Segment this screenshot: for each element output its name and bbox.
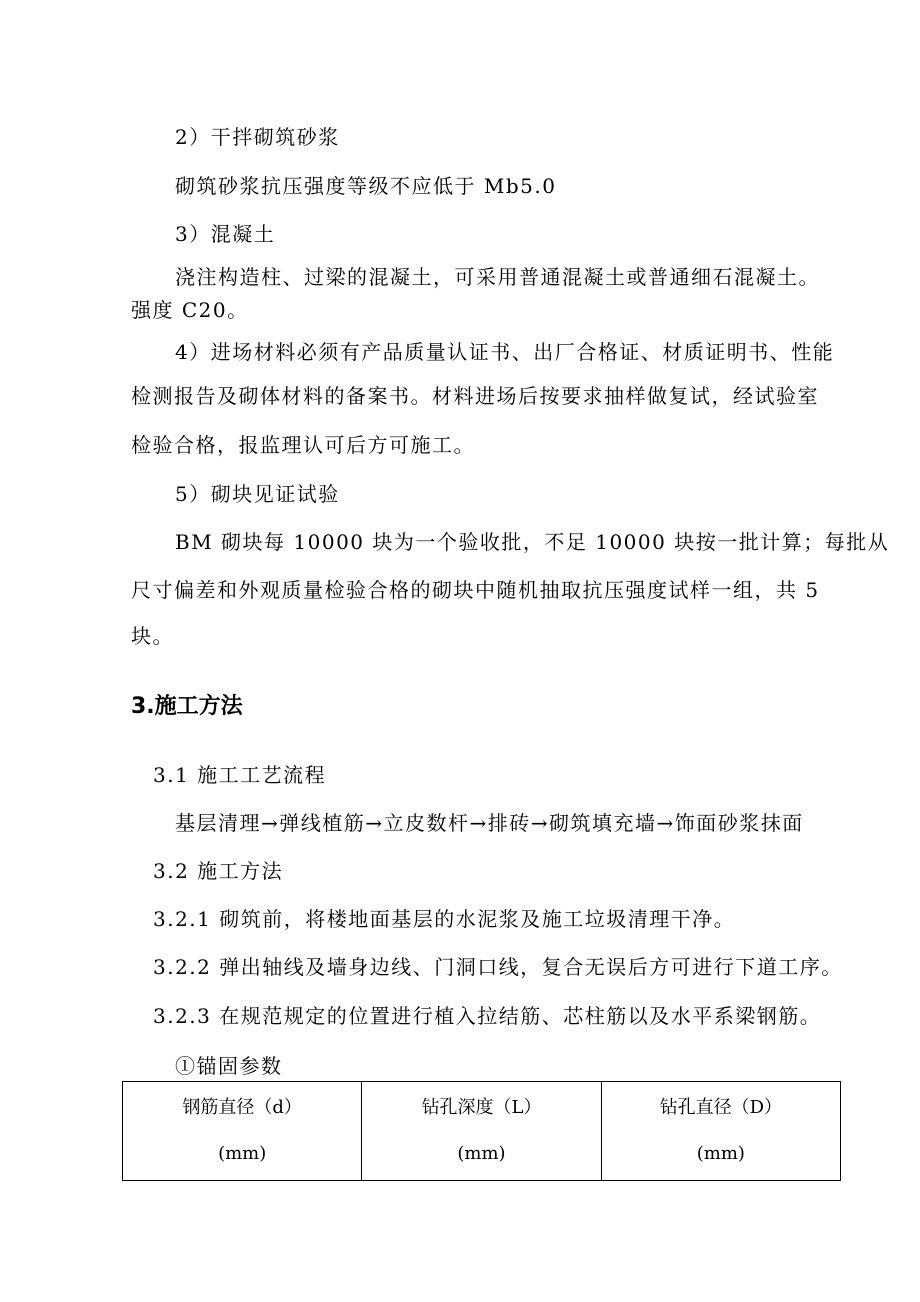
header-name: 钢筋直径（d） xyxy=(182,1097,302,1118)
anchor-params-table xyxy=(122,1081,841,1181)
table-header-cell-drill-depth xyxy=(362,1082,601,1181)
item5-text-line1: BM 砌块每 10000 块为一个验收批，不足 10000 块按一批计算；每批从 xyxy=(175,530,890,554)
s323-text: 3.2.3 在规范规定的位置进行植入拉结筋、芯柱筋以及水平系梁钢筋。 xyxy=(153,1004,822,1028)
item5-title: 5）砌块见证试验 xyxy=(175,482,340,506)
item3-text-line1: 浇注构造柱、过梁的混凝土，可采用普通混凝土或普通细石混凝土。 xyxy=(175,265,820,289)
s31-text: 基层清理→弹线植筋→立皮数杆→排砖→砌筑填充墙→饰面砂浆抹面 xyxy=(175,811,804,835)
s322-text: 3.2.2 弹出轴线及墙身边线、门洞口线，复合无误后方可进行下道工序。 xyxy=(153,955,843,979)
item5-text-line2: 尺寸偏差和外观质量检验合格的砌块中随机抽取抗压强度试样一组，共 5 xyxy=(131,578,820,602)
header-unit: (mm) xyxy=(696,1143,745,1164)
anchor-params-title: ①锚固参数 xyxy=(175,1054,283,1078)
item5-text-line3: 块。 xyxy=(131,624,174,648)
header-name: 钻孔深度（L） xyxy=(421,1097,542,1118)
item4-text-line1: 4）进场材料必须有产品质量认证书、出厂合格证、材质证明书、性能 xyxy=(175,340,835,364)
item2-title: 2）干拌砌筑砂浆 xyxy=(175,125,340,149)
s321-text: 3.2.1 砌筑前，将楼地面基层的水泥浆及施工垃圾清理干净。 xyxy=(153,907,736,931)
header-unit: (mm) xyxy=(218,1143,267,1164)
item2-text: 砌筑砂浆抗压强度等级不应低于 Mb5.0 xyxy=(175,174,557,198)
section3-heading: 3.施工方法 xyxy=(131,694,243,719)
table-header-cell-rebar-diameter xyxy=(123,1082,362,1181)
item3-title: 3）混凝土 xyxy=(175,222,276,246)
table-row xyxy=(123,1082,841,1181)
item4-text-line2: 检测报告及砌体材料的备案书。材料进场后按要求抽样做复试，经试验室 xyxy=(131,384,819,408)
header-name: 钻孔直径（D） xyxy=(659,1097,783,1118)
s31-title: 3.1 施工工艺流程 xyxy=(153,763,327,787)
item3-text-line2: 强度 C20。 xyxy=(131,298,249,322)
header-unit: (mm) xyxy=(457,1143,506,1164)
table-header-cell-drill-diameter xyxy=(601,1082,840,1181)
s32-title: 3.2 施工方法 xyxy=(153,859,284,883)
item4-text-line3: 检验合格，报监理认可后方可施工。 xyxy=(131,433,475,457)
